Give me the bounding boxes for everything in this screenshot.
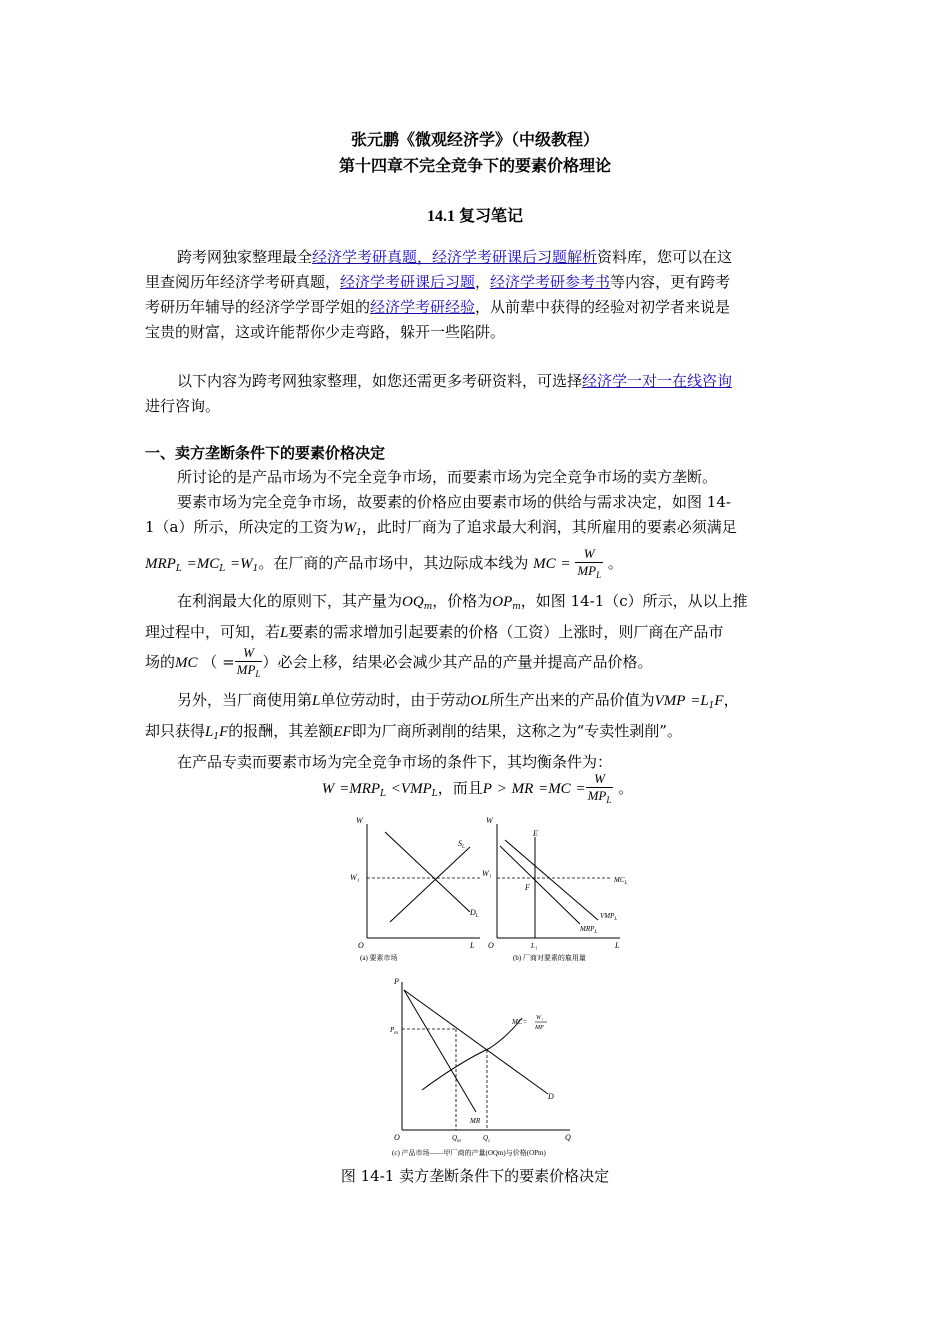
mc-fraction: $\frac{W}{MP_L}$: [577, 545, 602, 580]
panel-b-F: F: [525, 883, 530, 892]
link-consult[interactable]: 经济学一对一在线咨询: [582, 372, 733, 390]
panel-b-E: E: [533, 829, 538, 838]
consult-paragraph: 以下内容为跨考网独家整理，如您还需更多考研资料，可选择经济学一对一在线咨询 进行咨询。: [145, 372, 733, 415]
panel-a-xlabel: L: [470, 941, 475, 950]
panel-c: [389, 977, 571, 1157]
panel-c-pm: $P_m$: [390, 1026, 398, 1036]
section1-body: 所讨论的是产品市场为不完全竞争市场，而要素市场为完全竞争市场的卖方垄断。 要素市场为完全竞争市场，故要素的价格应由要素市场的供给与需求决定，如图 14- 1（a）所示，所决定的工资为$W_1$，此时厂商为了追求最大利润，其所雇用的要素必须满足: [145, 468, 737, 538]
panel-a-origin: O: [358, 941, 364, 950]
panel-c-caption: (c) 产品市场——甲厂商的产量(OQm)与价格(OPm): [392, 1149, 546, 1157]
panel-b-vmp-label: $VMP_L$: [600, 912, 618, 922]
intro-paragraph: 跨考网独家整理最全经济学考研真题，经济学考研课后习题解析资料库，您可以在这 里查阅历年经济学考研真题，经济学考研课后习题，经济学考研参考书等内容，更有跨考 考研历年辅导的经济学学哥学姐的经济学考研经验，从前辈中获得的经验对初学者来说是 宝贵的财富，这或许能帮你少走弯路，躲开一些陷阱。: [145, 248, 733, 341]
panel-a-w1: W₁: [350, 873, 360, 882]
panel-b-ylabel: W: [486, 816, 493, 825]
panel-c-qc: $Q_c$: [483, 1134, 491, 1144]
link-exercises[interactable]: 经济学考研课后习题: [340, 273, 476, 291]
panel-c-MR: MR: [470, 1117, 481, 1125]
link-exam-papers[interactable]: 经济学考研真题，经济学考研课后习题解析: [312, 248, 598, 266]
panel-a-supply-label: $S_L$: [458, 839, 465, 850]
panel-c-xlabel: Q: [565, 1133, 571, 1142]
figure-14-1: [330, 812, 640, 1162]
section1-heading: 一、卖方垄断条件下的要素价格决定: [145, 444, 386, 462]
link-reference-books[interactable]: 经济学考研参考书: [490, 273, 611, 291]
panel-c-ylabel: P: [394, 977, 399, 986]
doc-title: 张元鹏《微观经济学》（中级教程）: [350, 130, 599, 149]
chapter-title: 第十四章不完全竞争下的要素价格理论: [338, 156, 611, 175]
panel-c-mc-num: W₁: [536, 1015, 544, 1021]
panel-c-mr-curve: [404, 990, 476, 1112]
panel-a-ylabel: W: [356, 816, 363, 825]
panel-a-caption: (a) 要素市场: [360, 954, 398, 962]
section-title: 14.1 复习笔记: [426, 208, 523, 225]
panel-c-D: D: [548, 1092, 554, 1101]
link-experience[interactable]: 经济学考研经验: [370, 298, 476, 316]
panel-a: [350, 816, 480, 962]
panel-b-xlabel: L: [615, 941, 620, 950]
panel-b-caption: (b) 厂商对要素的雇用量: [513, 954, 586, 962]
panel-c-demand-curve: [404, 990, 548, 1094]
panel-b-l1: L₁: [531, 942, 538, 950]
panel-a-supply-curve: [390, 847, 470, 922]
mc-shift-line: 场的MC （ = $\frac{W}{MP_L}$ ）必会上移，结果必会减少其产品的产量并提高产品价格。: [145, 644, 653, 679]
panel-b-mrp-label: $MRP_L$: [580, 925, 598, 935]
panel-c-mc-den: MP: [535, 1025, 544, 1031]
figure-caption: 图 14-1 卖方垄断条件下的要素价格决定: [340, 1167, 610, 1185]
mrp-line: $MRP_L =MC_L =W_1$。在厂商的产品市场中，其边际成本线为 MC = $\frac{W}{MP_L}$ 。: [145, 543, 810, 589]
profit-paragraph: 在利润最大化的原则下，其产量为$OQ_m$，价格为$OP_m$，如图 14-1（c）所示，从以上推 理过程中，可知，若L要素的需求增加引起要素的价格（工资）上涨时，则厂商在产品市: [145, 592, 748, 641]
exploitation-paragraph: 另外，当厂商使用第L单位劳动时，由于劳动OL所生产出来的产品价值为VMP $=L_1F$， 却只获得$L_1F$的报酬，其差额EF即为厂商所剥削的结果，这称之为“专卖性剥削”。 在产品专卖而要素市场为完全竞争市场的条件下，其均衡条件为：: [145, 691, 739, 771]
equilibrium-equation: $W =MRP_L <VMP_L$，而且P > MR =MC = $\frac{W}{MP_L}$ 。: [321, 770, 634, 805]
panel-c-qm: $Q_m$: [452, 1134, 461, 1144]
panel-b-origin: O: [488, 941, 494, 950]
panel-c-mc-label: MC=: [512, 1018, 528, 1026]
panel-b-mcl-label: $MC_L$: [614, 876, 628, 886]
panel-c-origin: O: [394, 1133, 400, 1142]
panel-b-w1: W₁: [482, 869, 492, 878]
panel-b-mrp-curve: [500, 846, 580, 924]
panel-b: [482, 816, 628, 962]
panel-b-vmp-curve: [505, 840, 598, 920]
panel-a-demand-label: $D_L$: [470, 908, 479, 919]
